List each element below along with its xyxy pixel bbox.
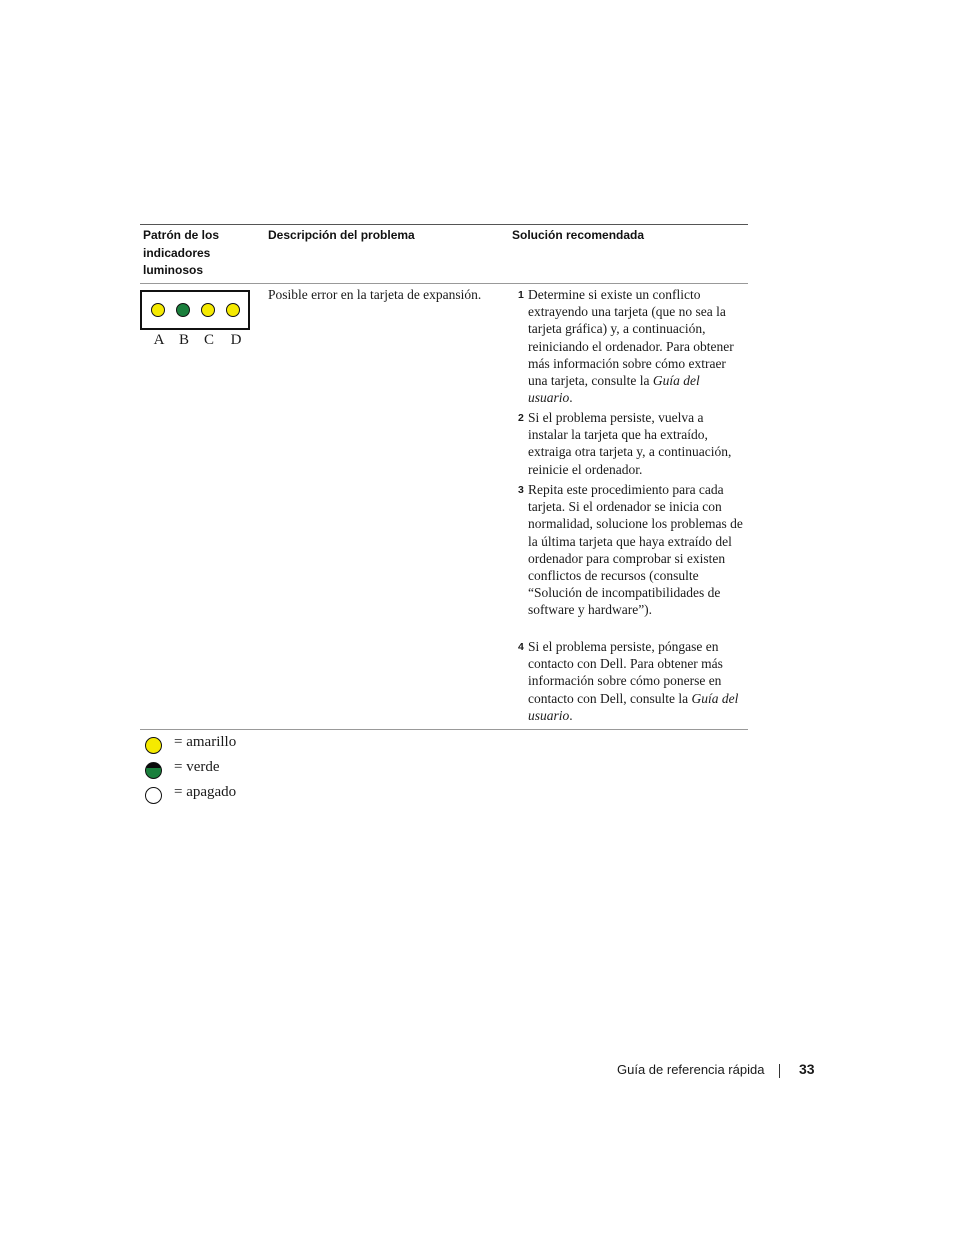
yellow-led-icon [145,737,162,754]
table-header-rule [140,283,748,284]
solution-step-4: 4 Si el problema persiste, póngase en contacto con Dell. Para obtener más información sobre cómo ponerse en contacto con Dell, consulte la Guía del usuario. [518,639,739,723]
step-number: 2 [518,412,524,424]
led-a-indicator [151,303,165,317]
solution-step-2: 2 Si el problema persiste, vuelva a instalar la tarjeta que ha extraído, extraiga otra tarjeta y, a continuación, reinicie el ordenador. [518,410,732,477]
led-letter-a: A [153,332,165,348]
led-d-indicator [226,303,240,317]
green-led-icon [145,762,162,779]
guide-reference: Guía del usuario [528,373,700,406]
led-letter-c: C [203,332,214,348]
table-bottom-rule [140,729,748,730]
table-top-rule [140,224,748,225]
page-number: 33 [799,1061,815,1077]
solution-step-3: 3 Repita este procedimiento para cada tarjeta. Si el ordenador se inicia con normalidad, solucione los problemas de la última tarjeta que haya extraído del ordenador para comprobar si existen conflictos de recursos (consulte “Solución de incompatibilidades de software y hardware”). [518,482,743,618]
header-solution: Solución recomendada [512,228,645,242]
problem-description: Posible error en la tarjeta de expansión. [268,287,482,302]
guide-reference: Guía del usuario [528,690,739,723]
header-description: Descripción del problema [268,228,415,242]
led-b-indicator [176,303,190,317]
step-number: 3 [518,484,524,496]
footer-title: Guía de referencia rápida [617,1062,765,1077]
off-led-icon [145,787,162,804]
step-number: 4 [518,641,524,653]
header-pattern: Patrón de los indicadores luminosos [143,228,220,277]
led-letter-b: B [178,332,189,348]
led-letter-d: D [230,332,242,348]
step-number: 1 [518,289,524,301]
led-pattern-diagram [140,290,250,330]
footer-separator [779,1064,780,1078]
solution-step-1: 1 Determine si existe un conflicto extrayendo una tarjeta (que no sea la tarjeta gráfica) y, a continuación, reiniciando el ordenador. Para obtener más información sobre cómo extraer una tarjeta, consulte la Guía del usuario. [518,287,734,406]
led-c-indicator [201,303,215,317]
